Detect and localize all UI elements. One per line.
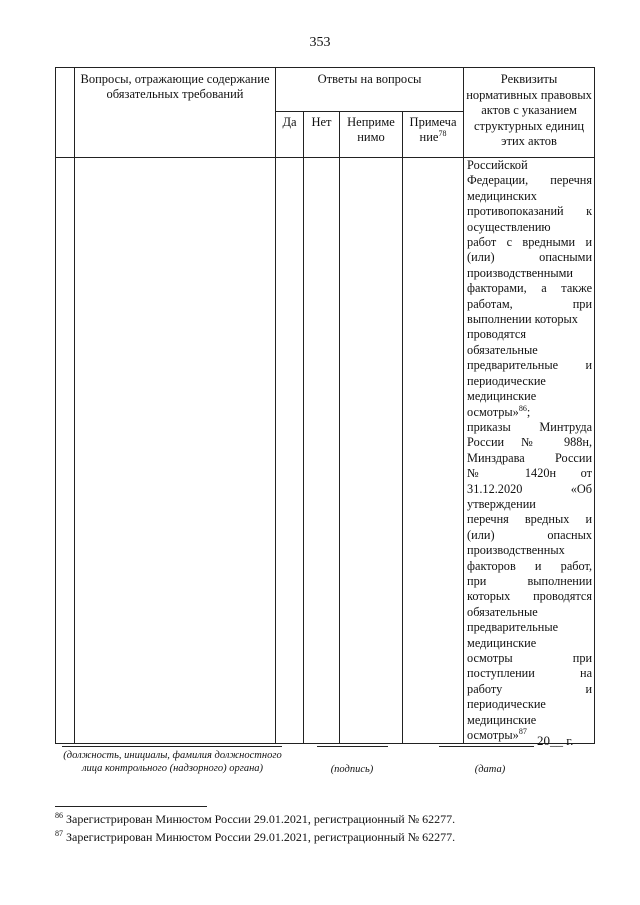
questions-header: Вопросы, отражающие содержание обязательных требований — [75, 68, 276, 158]
req-line: медицинские — [467, 712, 537, 727]
footnote-number: 86 — [55, 811, 63, 820]
footnote-ref-86: 86 — [518, 403, 527, 413]
yes-cell — [276, 158, 304, 744]
req-line: медицинские — [467, 389, 537, 404]
req-line: Российской — [467, 158, 528, 172]
ref-86-tail: ; — [526, 404, 531, 419]
req-line: факторами, а также — [467, 281, 593, 296]
req-line: периодические — [467, 697, 546, 712]
req-line: (или) опасными — [467, 250, 593, 265]
footnote-separator — [55, 806, 207, 807]
yes-header: Да — [276, 112, 304, 158]
req-line: работ с вредными и — [467, 235, 593, 250]
req-line: производственных — [467, 543, 565, 558]
req-line: выполнении которых — [467, 312, 578, 327]
requisites-cell — [464, 158, 595, 744]
signature-line — [317, 746, 388, 747]
footnote-text: Зарегистрирован Минюстом России 29.01.2021, регистрационный № 62277. — [66, 812, 456, 826]
note-part-2: ние — [419, 130, 439, 144]
footnote-86 — [55, 812, 455, 827]
req-line: работу и — [467, 681, 593, 696]
req-line: (или) опасных — [467, 527, 593, 542]
footnote-number: 87 — [55, 829, 63, 838]
signature-label: (подпись) — [330, 764, 374, 775]
req-line: медицинских — [467, 188, 537, 203]
number-column-header — [56, 68, 75, 158]
date-line — [439, 746, 534, 747]
req-line: осмотры» — [467, 728, 519, 743]
req-line: факторов и работ, — [467, 558, 593, 573]
requirements-table — [55, 67, 595, 744]
not-applicable-header — [340, 112, 403, 158]
answers-header: Ответы на вопросы — [276, 68, 464, 112]
req-line: Минздрава России — [467, 450, 593, 465]
date-label: (дата) — [474, 764, 506, 775]
req-line: Федерации, перечня — [467, 173, 593, 188]
page-number: 353 — [309, 35, 331, 50]
note-header — [403, 112, 464, 158]
no-cell — [304, 158, 340, 744]
req-line: № 1420н от — [467, 466, 593, 481]
position-signature-line — [62, 746, 282, 747]
footnote-87 — [55, 830, 455, 845]
na-part-1: Неприме — [347, 115, 395, 129]
req-line: приказы Минтруда — [467, 419, 593, 434]
position-label-line-1: (должность, инициалы, фамилия должностного — [63, 750, 282, 761]
req-line: осмотры» — [467, 404, 519, 419]
req-line: предварительные и — [467, 358, 593, 373]
not-applicable-cell — [340, 158, 403, 744]
number-cell — [56, 158, 75, 744]
req-line: обязательные — [467, 604, 538, 619]
note-cell — [403, 158, 464, 744]
requisites-header: Реквизиты нормативных правовых актов с указанием структурных единиц этих актов — [464, 68, 595, 158]
req-line: производственными — [467, 265, 573, 280]
req-line: проводятся — [467, 327, 526, 342]
req-line: перечня вредных и — [467, 512, 593, 527]
note-footnote-ref: 78 — [438, 128, 447, 138]
na-part-2: нимо — [357, 130, 385, 144]
footnote-ref-87: 87 — [518, 726, 527, 736]
question-cell — [75, 158, 276, 744]
req-line: работам, при — [467, 296, 593, 311]
position-label — [55, 749, 290, 775]
note-part-1: Примеча — [409, 115, 457, 129]
position-label-line-2: лица контрольного (надзорного) органа) — [81, 763, 264, 774]
req-line: периодические — [467, 373, 546, 388]
req-line-ref — [467, 405, 592, 420]
req-line: 31.12.2020 «Об — [467, 481, 593, 496]
req-line: при выполнении — [467, 573, 593, 588]
footnote-text: Зарегистрирован Минюстом России 29.01.2021, регистрационный № 62277. — [66, 830, 456, 844]
req-line: противопоказаний к — [467, 204, 593, 219]
req-line: России № 988н, — [467, 435, 593, 450]
req-line: поступлении на — [467, 666, 593, 681]
year-text: 20__ г. — [537, 733, 574, 748]
req-line: медицинские — [467, 635, 537, 650]
req-line: предварительные — [467, 620, 559, 635]
req-line: утверждении — [467, 496, 536, 511]
req-line: которых проводятся — [467, 589, 593, 604]
no-header: Нет — [304, 112, 340, 158]
req-line: осуществлению — [467, 219, 551, 234]
req-line: обязательные — [467, 342, 538, 357]
req-line: осмотры при — [467, 651, 593, 665]
